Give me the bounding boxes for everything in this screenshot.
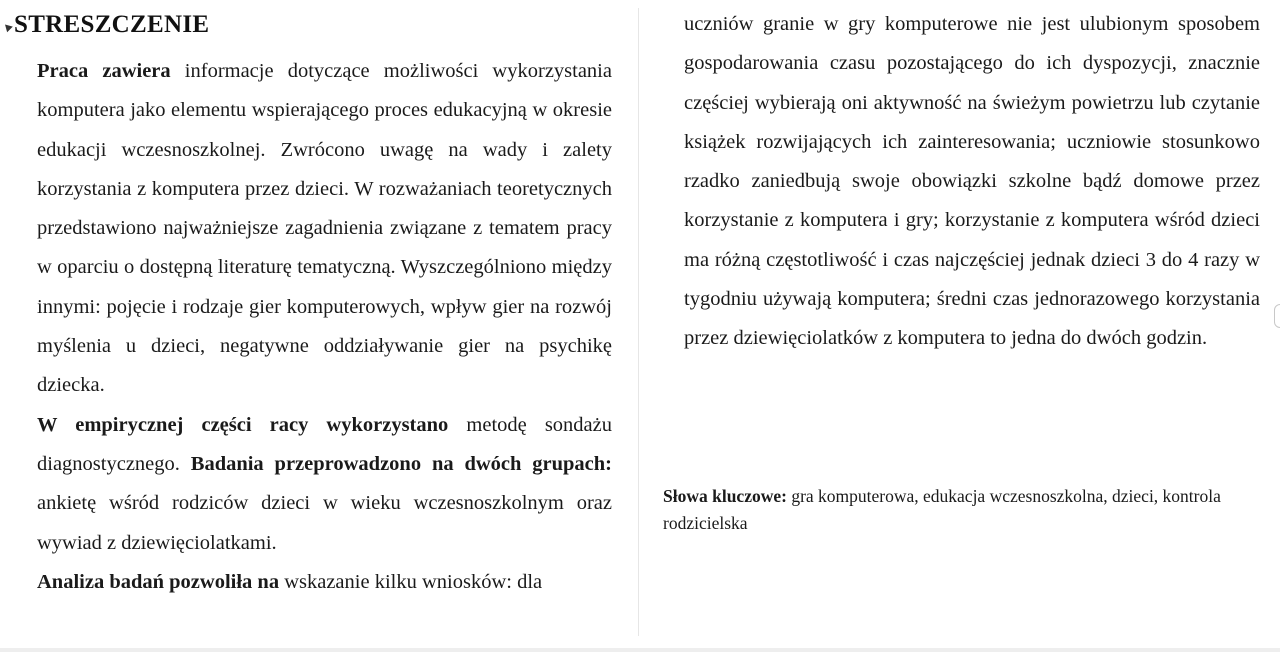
paragraph-method bbox=[37, 406, 612, 563]
keywords-text: gra komputerowa, edukacja wczesnoszkolna, dzieci, kontrola rodzicielska bbox=[663, 486, 1221, 533]
paragraph-analysis-lead: Analiza badań pozwoliła na bbox=[37, 570, 280, 593]
right-column bbox=[684, 5, 1260, 359]
paragraph-intro-lead: Praca zawiera bbox=[37, 60, 171, 82]
paragraph-method-lead: W empirycznej części racy wykorzystano bbox=[37, 413, 449, 436]
paragraph-analysis-text: wskazanie kilku wniosków: dla bbox=[279, 570, 543, 593]
section-title: STRESZCZENIE bbox=[14, 11, 210, 38]
keywords-label: Słowa kluczowe: bbox=[663, 486, 787, 506]
keywords-block bbox=[663, 483, 1263, 537]
left-column bbox=[37, 52, 612, 602]
paragraph-intro-text: informacje dotyczące możliwości wykorzystania komputera jako elementu wspierającego proces edukacyjną w okresie edukacji wczesnoszkolnej. Zwrócono uwagę na wady i zalety korzystania z komputera przez dzieci. W rozważaniach teoretycznych przedstawiono najważniejsze zagadnienia związane z tematem pracy w oparciu o dostępną literaturę tematyczną. Wyszczególniono między innymi: pojęcie i rodzaje gier komputerowych, wpływ gier na rozwój myślenia u dzieci, negatywne oddziaływanie gier na psychikę dziecka. bbox=[37, 60, 612, 397]
bottom-edge bbox=[0, 648, 1280, 652]
paragraph-analysis bbox=[37, 563, 612, 602]
column-divider bbox=[638, 8, 639, 636]
paragraph-intro bbox=[37, 52, 612, 406]
paragraph-method-text-2: ankietę wśród rodziców dzieci w wieku wczesnoszkolnym oraz wywiad z dziewięciolatkami. bbox=[37, 492, 612, 554]
section-heading bbox=[4, 9, 209, 41]
paragraph-conclusions: uczniów granie w gry komputerowe nie jest ulubionym sposobem gospodarowania czasu pozostającego do ich dyspozycji, znacznie częściej wybierają oni aktywność na świeżym powietrzu lub czytanie książek rozwijających ich zainteresowania; uczniowie stosunkowo rzadko zaniedbują swoje obowiązki szkolne bądź domowe przez korzystanie z komputera i gry; korzystanie z komputera wśród dzieci ma różną częstotliwość i czas najczęściej jednak dzieci 3 do 4 razy w tygodniu używają komputera; średni czas jednorazowego korzystania przez dziewięciolatków z komputera to jedna do dwóch godzin. bbox=[684, 13, 1260, 350]
collapse-triangle-icon[interactable] bbox=[2, 22, 13, 33]
scroll-handle[interactable] bbox=[1274, 304, 1280, 328]
paragraph-method-text: metodę sondażu diagnostycznego. bbox=[37, 413, 613, 475]
paragraph-method-lead-2: Badania przeprowadzono na dwóch grupach: bbox=[190, 452, 613, 475]
